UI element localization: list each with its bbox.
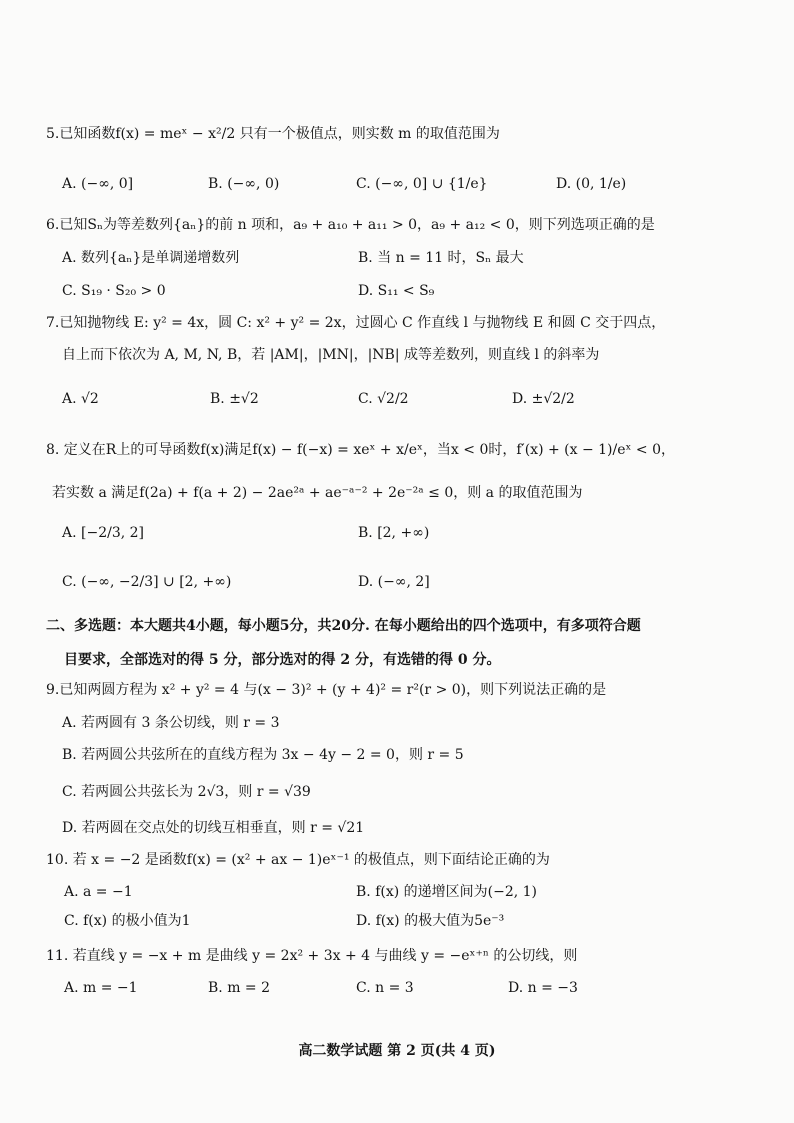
q7-option-b: B. ±√2	[210, 391, 259, 407]
q11-option-a: A. m = −1	[64, 980, 138, 996]
q8-stem-line1: 8. 定义在R上的可导函数f(x)满足f(x) − f(−x) = xeˣ + x/eˣ，当x < 0时，f′(x) + (x − 1)/eˣ < 0，	[46, 442, 675, 458]
q8-option-b: B. [2, +∞)	[358, 525, 430, 541]
section2-heading-line2: 目要求，全部选对的得 5 分，部分选对的得 2 分，有选错的得 0 分。	[64, 652, 501, 668]
q10-option-b: B. f(x) 的递增区间为(−2, 1)	[356, 884, 538, 900]
q5-option-c: C. (−∞, 0] ∪ {1/e}	[356, 176, 488, 192]
q7-option-a: A. √2	[62, 391, 99, 407]
page-footer: 高二数学试题 第 2 页(共 4 页)	[298, 1043, 496, 1059]
q7-stem-line1: 7.已知抛物线 E: y² = 4x，圆 C: x² + y² = 2x，过圆心 C 作直线 l 与抛物线 E 和圆 C 交于四点，	[46, 315, 666, 331]
q5-stem: 5.已知函数f(x) = meˣ − x²/2 只有一个极值点，则实数 m 的取值范围为	[46, 126, 500, 142]
q10-stem: 10. 若 x = −2 是函数f(x) = (x² + ax − 1)eˣ⁻¹ 的极值点，则下面结论正确的为	[46, 852, 550, 868]
q9-option-d: D. 若两圆在交点处的切线互相垂直，则 r = √21	[62, 820, 365, 836]
q9-option-b: B. 若两圆公共弦所在的直线方程为 3x − 4y − 2 = 0，则 r = 5	[62, 747, 464, 763]
q9-option-a: A. 若两圆有 3 条公切线，则 r = 3	[62, 715, 280, 731]
q9-option-c: C. 若两圆公共弦长为 2√3，则 r = √39	[62, 784, 311, 800]
q10-option-c: C. f(x) 的极小值为1	[64, 913, 191, 929]
q6-stem: 6.已知Sₙ为等差数列{aₙ}的前 n 项和，a₉ + a₁₀ + a₁₁ > 0，a₉ + a₁₂ < 0，则下列选项正确的是	[46, 217, 655, 233]
q7-option-c: C. √2/2	[358, 391, 409, 407]
q7-option-d: D. ±√2/2	[512, 391, 575, 407]
q5-option-b: B. (−∞, 0)	[208, 176, 280, 192]
q8-option-a: A. [−2/3, 2]	[62, 525, 145, 541]
q8-option-d: D. (−∞, 2]	[358, 574, 430, 590]
q9-stem: 9.已知两圆方程为 x² + y² = 4 与(x − 3)² + (y + 4)² = r²(r > 0)，则下列说法正确的是	[46, 682, 607, 698]
q5-option-d: D. (0, 1/e)	[556, 176, 627, 192]
q8-option-c: C. (−∞, −2/3] ∪ [2, +∞)	[62, 574, 232, 590]
q7-stem-line2: 自上而下依次为 A, M, N, B，若 |AM|，|MN|，|NB| 成等差数列，则直线 l 的斜率为	[62, 347, 600, 363]
q11-option-b: B. m = 2	[208, 980, 271, 996]
q6-option-c: C. S₁₉ · S₂₀ > 0	[62, 283, 166, 299]
q8-stem-line2: 若实数 a 满足f(2a) + f(a + 2) − 2ae²ᵃ + ae⁻ᵃ⁻² + 2e⁻²ᵃ ≤ 0，则 a 的取值范围为	[52, 485, 583, 501]
q10-option-d: D. f(x) 的极大值为5e⁻³	[356, 913, 505, 929]
q6-option-b: B. 当 n = 11 时，Sₙ 最大	[358, 250, 524, 266]
q6-option-d: D. S₁₁ < S₉	[358, 283, 435, 299]
q5-option-a: A. (−∞, 0]	[62, 176, 134, 192]
q6-option-a: A. 数列{aₙ}是单调递增数列	[62, 250, 240, 266]
q11-stem: 11. 若直线 y = −x + m 是曲线 y = 2x² + 3x + 4 与曲线 y = −eˣ⁺ⁿ 的公切线，则	[46, 948, 578, 964]
q10-option-a: A. a = −1	[64, 884, 133, 900]
section2-heading-line1: 二、多选题：本大题共4小题，每小题5分，共20分. 在每小题给出的四个选项中，有多项符合题	[46, 618, 641, 634]
q11-option-c: C. n = 3	[356, 980, 414, 996]
q11-option-d: D. n = −3	[508, 980, 578, 996]
